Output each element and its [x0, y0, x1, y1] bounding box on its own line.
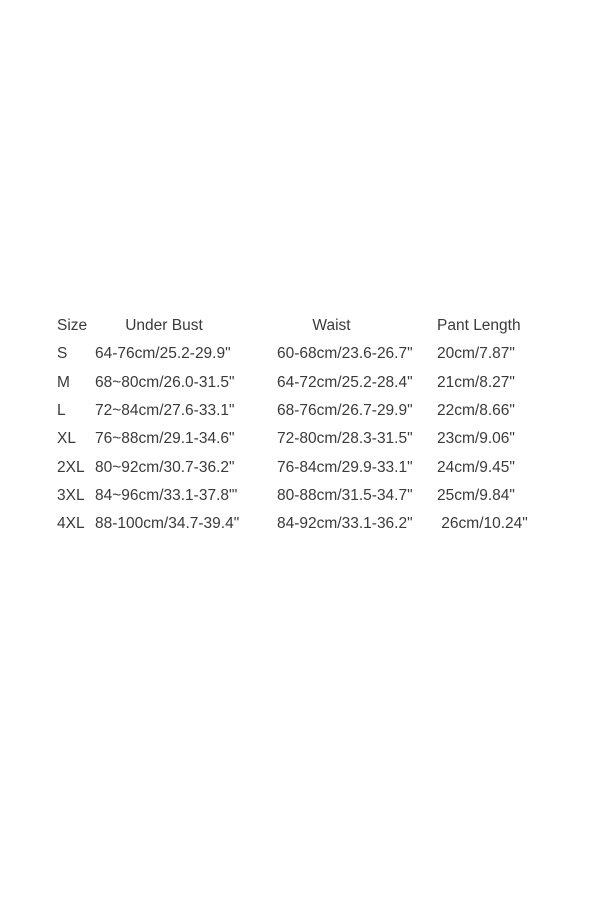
- waist-cell: 60-68cm/23.6-26.7": [277, 345, 413, 363]
- table-row: [57, 397, 543, 425]
- size-cell: XL: [57, 430, 76, 448]
- under-bust-cell: 68~80cm/26.0-31.5": [95, 373, 235, 391]
- table-row: [57, 340, 543, 368]
- waist-cell: 76-84cm/29.9-33.1": [277, 458, 413, 476]
- size-cell: M: [57, 373, 70, 391]
- under-bust-cell: 80~92cm/30.7-36.2": [95, 458, 235, 476]
- table-row: [57, 425, 543, 453]
- pant-length-cell: 25cm/9.84": [437, 486, 515, 504]
- waist-cell: 68-76cm/26.7-29.9": [277, 402, 413, 420]
- pant-length-cell: 21cm/8.27": [437, 373, 515, 391]
- pant-length-cell: 24cm/9.45": [437, 458, 515, 476]
- size-cell: S: [57, 345, 68, 363]
- under-bust-cell: 84~96cm/33.1-37.8"': [95, 486, 238, 504]
- pant-length-cell: 23cm/9.06": [437, 430, 515, 448]
- size-cell: 3XL: [57, 486, 85, 504]
- under-bust-cell: 72~84cm/27.6-33.1": [95, 402, 235, 420]
- size-chart-header-row: [57, 312, 543, 340]
- table-row: [57, 453, 543, 481]
- waist-cell: 84-92cm/33.1-36.2": [277, 515, 413, 533]
- table-row: [57, 369, 543, 397]
- size-chart-table: [57, 312, 543, 538]
- size-cell: L: [57, 402, 66, 420]
- table-row: [57, 482, 543, 510]
- waist-cell: 80-88cm/31.5-34.7": [277, 486, 413, 504]
- size-cell: 4XL: [57, 515, 85, 533]
- waist-cell: 72-80cm/28.3-31.5": [277, 430, 413, 448]
- under-bust-cell: 76~88cm/29.1-34.6": [95, 430, 235, 448]
- under-bust-cell: 64-76cm/25.2-29.9": [95, 345, 231, 363]
- column-header-pant-length: Pant Length: [437, 317, 521, 335]
- pant-length-cell: 22cm/8.66": [437, 402, 515, 420]
- column-header-size: Size: [57, 317, 88, 335]
- pant-length-cell: 20cm/7.87": [437, 345, 515, 363]
- size-chart: [57, 312, 557, 538]
- column-header-waist: Waist: [312, 317, 351, 335]
- table-row: [57, 510, 543, 538]
- column-header-under-bust: Under Bust: [125, 317, 203, 335]
- pant-length-cell: 26cm/10.24": [437, 515, 528, 533]
- under-bust-cell: 88-100cm/34.7-39.4": [95, 515, 240, 533]
- waist-cell: 64-72cm/25.2-28.4": [277, 373, 413, 391]
- size-cell: 2XL: [57, 458, 85, 476]
